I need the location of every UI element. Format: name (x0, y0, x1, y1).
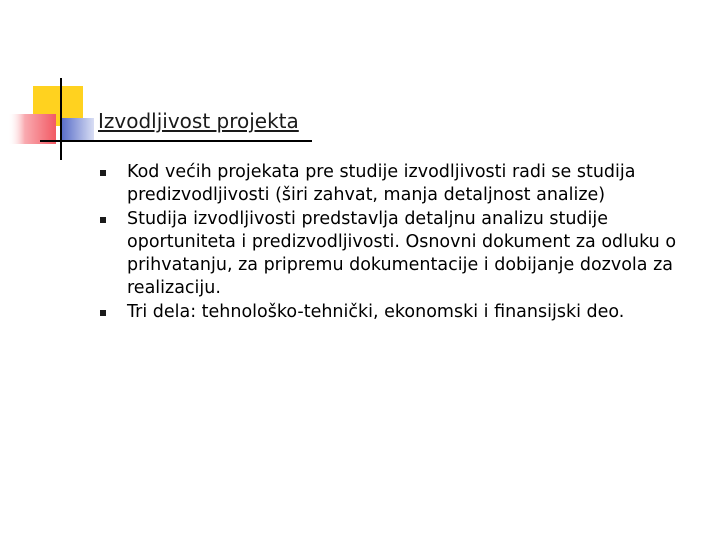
vertical-rule (60, 78, 62, 160)
bullet-text: Studija izvodljivosti predstavlja detaljnu analizu studije oportuniteta i predizvodljivosti. Osnovni dokument za odluku o prihvatanju, za pripremu dokumentacije i dobijanje dozvola za realizaciju. (127, 208, 677, 299)
slide-title: Izvodljivost projekta (98, 109, 299, 133)
bullet-item (98, 208, 698, 301)
bullet-list (98, 161, 698, 324)
square-bullet-icon (100, 217, 106, 223)
bullet-item (98, 161, 698, 208)
square-bullet-icon (100, 170, 106, 176)
bullet-item (98, 301, 698, 324)
bullet-text: Kod većih projekata pre studije izvodljivosti radi se studija predizvodljivosti (širi zahvat, manja detaljnost analize) (127, 162, 636, 206)
bullet-text: Tri dela: tehnološko-tehnički, ekonomski i finansijski deo. (127, 301, 625, 322)
title-underline-rule (40, 140, 312, 142)
blue-block (62, 118, 94, 142)
decorative-corner-graphic (0, 0, 120, 170)
square-bullet-icon (100, 310, 106, 316)
